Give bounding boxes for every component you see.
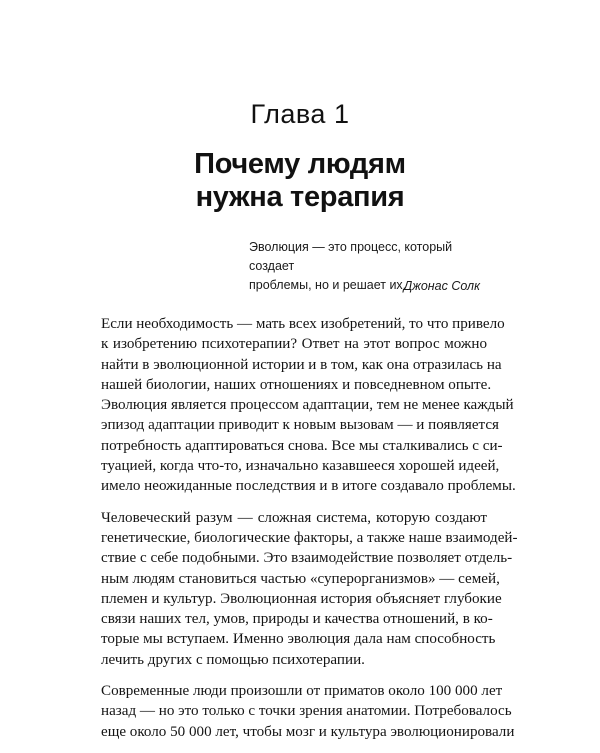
paragraph-3 bbox=[101, 681, 515, 742]
chapter-title bbox=[0, 148, 600, 214]
chapter-title-line-2: нужна терапия bbox=[195, 181, 405, 213]
text-line: к изобретению психотерапии? Ответ на этот вопрос можно bbox=[101, 336, 487, 353]
text-line: ствие с себе подобными. Это взаимодействие позволяет отдель- bbox=[101, 550, 513, 567]
chapter-title-line-1: Почему людям bbox=[194, 148, 406, 180]
text-line: связи наших тел, умов, природы и качества отношений, в ко- bbox=[101, 611, 493, 628]
text-line: нашей биологии, наших отношениях и повседневном опыте. bbox=[101, 376, 492, 393]
text-line: эпизод адаптации приводит к новым вызовам — и появляется bbox=[101, 417, 499, 434]
paragraph-2 bbox=[101, 508, 518, 670]
text-line: ным людям становиться частью «суперорганизмов» — семей, bbox=[101, 570, 500, 587]
text-line: племен и культур. Эволюционная история объясняет глубокие bbox=[101, 590, 502, 607]
text-line: Современные люди произошли от приматов около 100 000 лет bbox=[101, 683, 503, 700]
text-line: Эволюция является процессом адаптации, тем не менее каждый bbox=[101, 397, 514, 414]
body-text bbox=[101, 314, 518, 753]
chapter-label: Глава 1 bbox=[250, 99, 350, 129]
text-line: лечить других с помощью психотерапии. bbox=[101, 651, 365, 668]
text-line: имело неожиданные последствия и в итоге создавало проблемы. bbox=[101, 478, 516, 495]
text-line: Человеческий разум — сложная система, которую создают bbox=[101, 509, 487, 526]
text-line: туацией, когда что-то, изначально казавшееся хорошей идеей, bbox=[101, 458, 500, 475]
text-line: торые мы вступаем. Именно эволюция дала нам способность bbox=[101, 631, 496, 648]
text-line: найти в эволюционной истории и в том, как она отразилась на bbox=[101, 356, 502, 373]
text-line: потребность адаптироваться снова. Все мы сталкивались с си- bbox=[101, 437, 503, 454]
text-line: еще около 50 000 лет, чтобы мозг и культура эволюционировали bbox=[101, 723, 515, 740]
epigraph-line-1: Эволюция — это процесс, который создает bbox=[249, 240, 453, 273]
epigraph-line-2: проблемы, но и решает их. bbox=[249, 278, 407, 292]
paragraph-1 bbox=[101, 314, 516, 497]
text-line: генетические, биологические факторы, а также наше взаимодей- bbox=[101, 529, 518, 546]
text-line: назад — но это только с точки зрения анатомии. Потребовалось bbox=[101, 703, 512, 720]
text-line: Если необходимость — мать всех изобретений, то что привело bbox=[101, 316, 505, 332]
epigraph-author: Джонас Солк bbox=[403, 279, 480, 293]
